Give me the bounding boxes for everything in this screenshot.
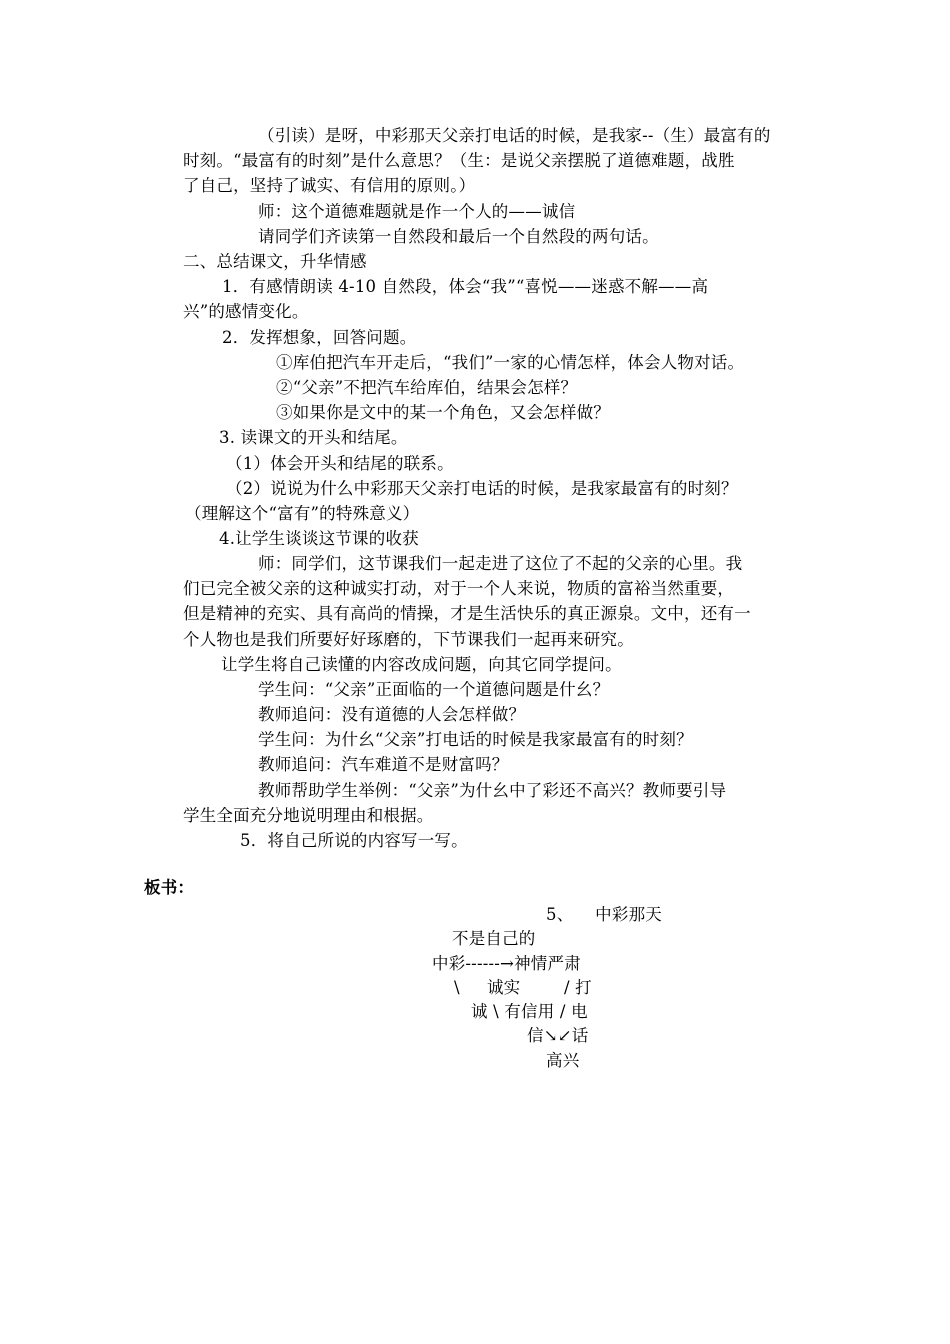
section-heading: 二、总结课文，升华情感 (183, 252, 367, 271)
board-title: 5、 中彩那天 (546, 905, 662, 924)
paragraph-line: 兴”的感情变化。 (183, 302, 309, 321)
list-item: 1．有感情朗读 4-10 自然段，体会“我”“喜悦——迷惑不解——高 (222, 277, 709, 296)
paragraph-line: 们已完全被父亲的这种诚实打动，对于一个人来说，物质的富裕当然重要， (183, 579, 735, 598)
paragraph-line: 教师追问：没有道德的人会怎样做？ (258, 705, 526, 724)
paragraph-line: 学生问：为什幺“父亲”打电话的时候是我家最富有的时刻？ (258, 730, 693, 749)
paragraph-line: 师：同学们，这节课我们一起走进了这位了不起的父亲的心里。我 (258, 554, 743, 573)
board-line: \ 诚实 / 打 (454, 978, 592, 997)
list-item: 2．发挥想象，回答问题。 (222, 328, 417, 347)
paragraph-line: （引读）是呀，中彩那天父亲打电话的时候，是我家--（生）最富有的 (258, 126, 771, 145)
board-line: 不是自己的 (452, 929, 536, 948)
board-line: 诚 \ 有信用 / 电 (471, 1002, 588, 1021)
paragraph-line: 学生全面充分地说明理由和根据。 (183, 806, 434, 825)
list-item: 4.让学生谈谈这节课的收获 (219, 529, 419, 548)
board-heading: 板书： (144, 878, 195, 897)
sub-list-item: ②“父亲”不把汽车给库伯，结果会怎样？ (276, 378, 578, 397)
paragraph-line: （理解这个“富有”的特殊意义） (185, 504, 420, 523)
sub-list-item: （2）说说为什么中彩那天父亲打电话的时候，是我家最富有的时刻？ (226, 479, 738, 498)
paragraph-line: 学生问：“父亲”正面临的一个道德问题是什幺？ (258, 680, 610, 699)
board-line: 信↘↙话 (527, 1026, 589, 1045)
sub-list-item: （1）体会开头和结尾的联系。 (226, 454, 454, 473)
board-line: 高兴 (546, 1051, 580, 1070)
paragraph-line: 师：这个道德难题就是作一个人的——诚信 (258, 202, 576, 221)
paragraph-line: 但是精神的充实、具有高尚的情操，才是生活快乐的真正源泉。文中，还有一 (183, 604, 751, 623)
paragraph-line: 请同学们齐读第一自然段和最后一个自然段的两句话。 (258, 227, 659, 246)
list-item: 3. 读课文的开头和结尾。 (219, 428, 408, 447)
sub-list-item: ①库伯把汽车开走后，“我们”一家的心情怎样，体会人物对话。 (276, 353, 745, 372)
board-line: 中彩------→神情严肃 (432, 954, 581, 973)
paragraph-line: 时刻。“最富有的时刻”是什么意思？（生：是说父亲摆脱了道德难题，战胜 (183, 151, 735, 170)
sub-list-item: ③如果你是文中的某一个角色，又会怎样做？ (276, 403, 610, 422)
list-item: 5．将自己所说的内容写一写。 (240, 831, 468, 850)
paragraph-line: 让学生将自己读懂的内容改成问题，向其它同学提问。 (221, 655, 622, 674)
paragraph-line: 教师帮助学生举例：“父亲”为什幺中了彩还不高兴？教师要引导 (258, 781, 727, 800)
paragraph-line: 了自己，坚持了诚实、有信用的原则。） (183, 176, 476, 195)
paragraph-line: 个人物也是我们所要好好琢磨的，下节课我们一起再来研究。 (183, 630, 634, 649)
paragraph-line: 教师追问：汽车难道不是财富吗？ (258, 755, 509, 774)
